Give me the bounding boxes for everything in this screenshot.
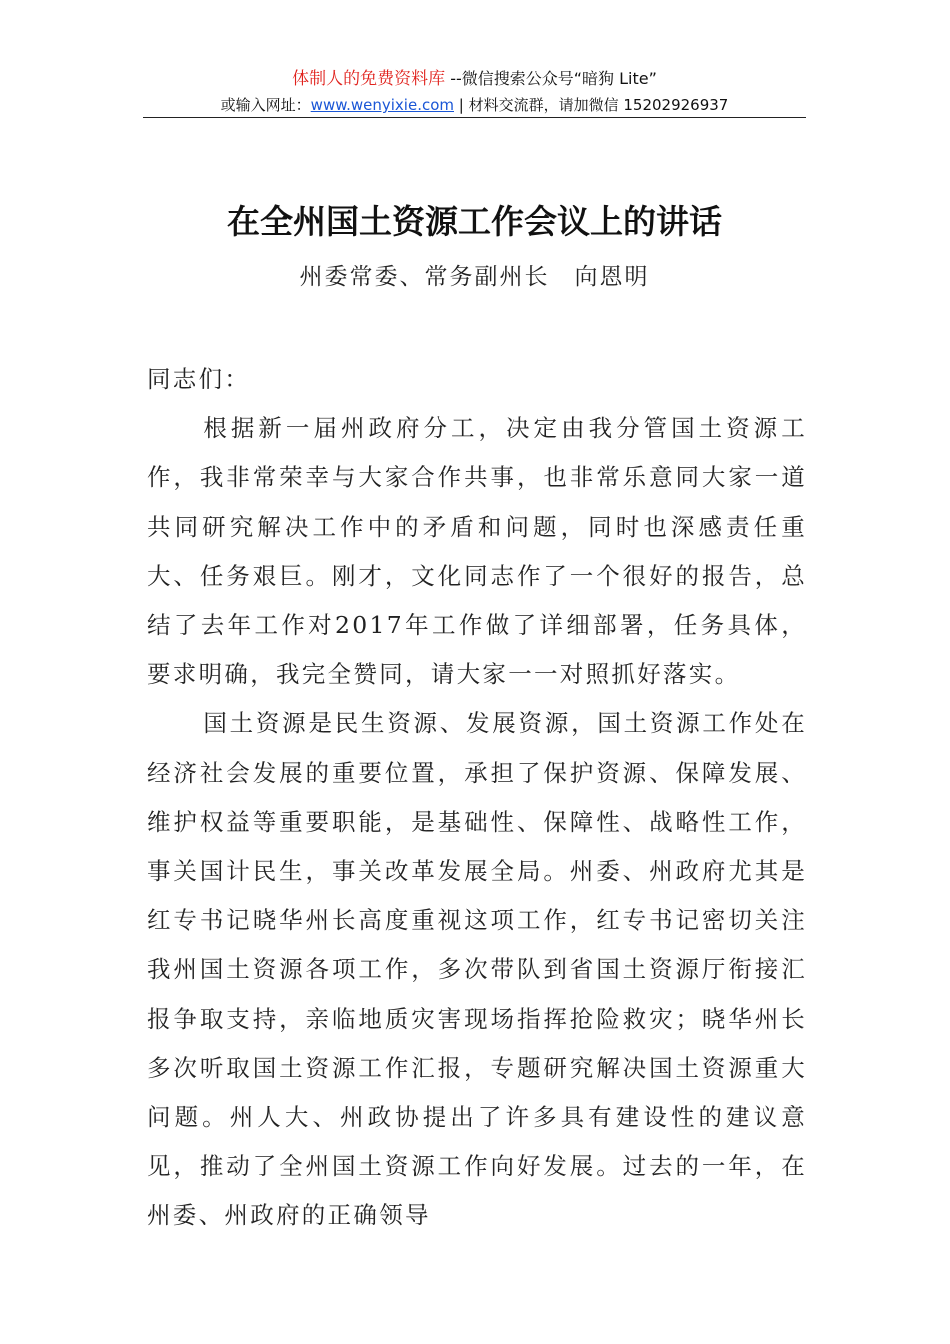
brand-text: 体制人的免费资料库 xyxy=(292,69,446,89)
wechat-note: --微信搜索公众号“暗狗 Lite” xyxy=(445,69,657,88)
header-divider xyxy=(143,117,806,118)
header-promo-line xyxy=(143,66,806,92)
page-header xyxy=(143,66,806,118)
document-title: 在全州国土资源工作会议上的讲话 xyxy=(227,202,722,241)
paragraph-1: 根据新一届州政府分工，决定由我分管国土资源工作，我非常荣幸与大家合作共事，也非常乐意同大家一道共同研究解决工作中的矛盾和问题，同时也深感责任重大、任务艰巨。刚才，文化同志作了一个很好的报告，总结了去年工作对2017年工作做了详细部署，任务具体，要求明确，我完全赞同，请大家一一对照抓好落实。 xyxy=(147,414,807,689)
document-author: 州委常委、常务副州长 向恩明 xyxy=(299,264,650,290)
document-body xyxy=(147,355,807,1241)
website-link[interactable]: www.wenyixie.com xyxy=(310,96,454,114)
url-prefix: 或输入网址： xyxy=(220,96,311,114)
contact-text: | 材料交流群，请加微信 15202926937 xyxy=(454,96,729,114)
paragraph-2: 国土资源是民生资源、发展资源，国土资源工作处在经济社会发展的重要位置，承担了保护资源、保障发展、维护权益等重要职能，是基础性、保障性、战略性工作，事关国计民生，事关改革发展全局。州委、州政府尤其是红专书记晓华州长高度重视这项工作，红专书记密切关注我州国土资源各项工作，多次带队到省国土资源厅衔接汇报争取支持，亲临地质灾害现场指挥抢险救灾；晓华州长多次听取国土资源工作汇报，专题研究解决国土资源重大问题。州人大、州政协提出了许多具有建设性的建议意见，推动了全州国土资源工作向好发展。过去的一年，在州委、州政府的正确领导 xyxy=(147,709,807,1230)
header-contact-line xyxy=(143,92,806,118)
salutation: 同志们： xyxy=(147,365,251,393)
